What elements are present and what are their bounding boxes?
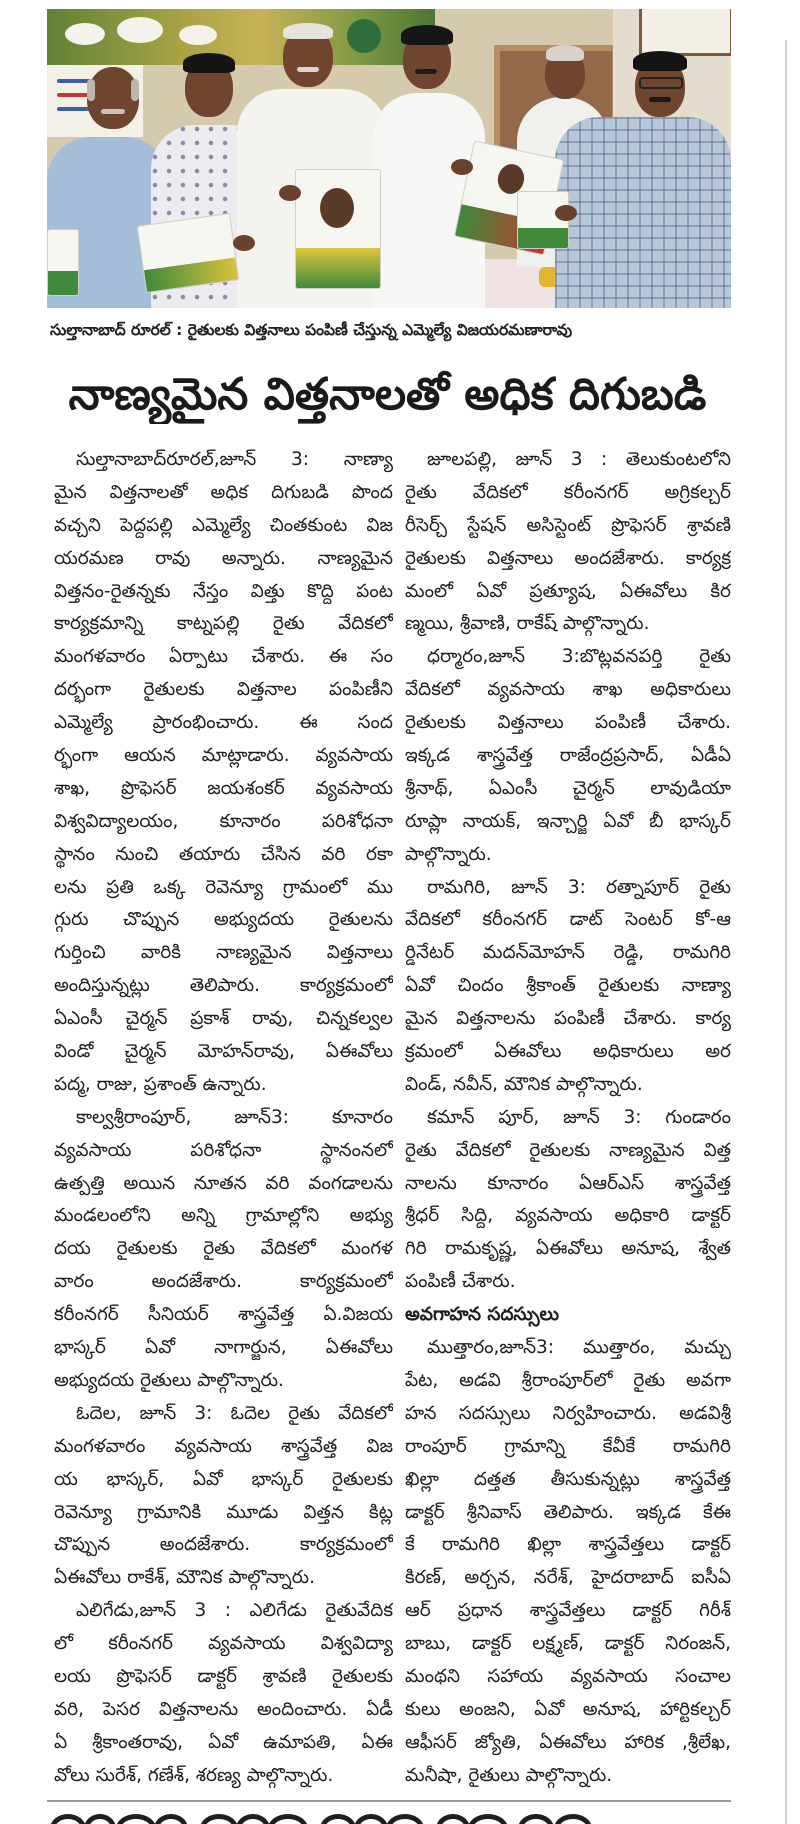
hair [87, 79, 95, 101]
glyph-top [320, 1814, 356, 1824]
glyph-top [200, 1814, 238, 1824]
article-line: ర్డినేటర్ మదన్‌మోహన్ రెడ్డి, రామగిరి [405, 942, 731, 964]
article-line: రైతులకు విత్తనాలు పంపిణీ చేశారు. [405, 712, 731, 734]
article-paragraph [405, 641, 731, 871]
article-line: దయ రైతులకు రైతు వేదికలో మంగళ [54, 1238, 393, 1260]
article-line: వేదికలో కరీంనగర్ డాట్ సెంటర్ కో-ఆ [405, 909, 731, 931]
article-paragraph [54, 1102, 393, 1398]
article-line: వచ్చని పెద్దపల్లి ఎమ్మెల్యే చింతకుంట విజ [54, 514, 393, 536]
mustache [649, 97, 671, 102]
article-line: వారం అందజేశారు. కార్యక్రమంలో [54, 1271, 393, 1293]
article-line: దర్భంగా రైతులకు విత్తనాల పంపిణీని [54, 679, 393, 701]
article-column-right [405, 444, 731, 1793]
glyph-top [354, 1814, 388, 1824]
article-line: ఏఎంసీ చైర్మన్ ప్రకాశ్ రావు, చిన్నకల్వల [54, 1008, 393, 1030]
plant-pot-shape [347, 19, 381, 53]
article-line: చొప్పున అందజేశారు. కార్యక్రమంలో [54, 1534, 393, 1556]
photo-caption: సుల్తానాబాద్ రూరల్ : రైతులకు విత్తనాలు పంపిణీ చేస్తున్న ఎమ్మెల్యే విజయరమణారావు [50, 321, 573, 339]
headline: నాణ్యమైన విత్తనాలతో అధిక దిగుబడి [68, 369, 707, 420]
article-line: వేదికలో వ్యవసాయ శాఖ అధికారులు [405, 679, 731, 701]
glyph-top [554, 1814, 592, 1824]
hand [451, 159, 473, 175]
shirt [555, 117, 731, 308]
article-line: అభ్యుదయ రైతులు పాల్గొన్నారు. [54, 1369, 284, 1391]
article-column-left [54, 444, 393, 1793]
cut-off-next-headline [50, 1810, 610, 1824]
article-line: కార్యక్రమాన్ని కాట్నపల్లి రైతు వేదికలో [54, 613, 393, 635]
seed-bag [295, 169, 381, 289]
section-divider [47, 1800, 731, 1802]
article-line: రెవెన్యూ గ్రామానికి మూడు విత్తన కిట్ల [54, 1501, 393, 1523]
article-line: శాఖ, ప్రొఫెసర్ జయశంకర్ వ్యవసాయ [54, 777, 393, 799]
window [639, 9, 731, 56]
article-line: భాస్కర్ ఏవో నాగార్జున, ఏఈవోలు [54, 1337, 393, 1359]
article-line: గుర్తించి వారికి నాణ్యమైన విత్తనాలు [54, 942, 393, 964]
article-line: రామగిరి, జూన్ 3: రత్నాపూర్ రైతు [427, 876, 731, 898]
bag-portrait [320, 188, 354, 228]
hand [555, 205, 577, 221]
article-line: మంగళవారం ఏర్పాటు చేశారు. ఈ సం [54, 646, 393, 668]
article-line: కులు అంజని, ఏవో అనూష, హార్టికల్చర్ [405, 1698, 731, 1720]
article-paragraph [54, 444, 393, 1102]
article-line: మండలంలోని అన్ని గ్రామాల్లోని అభ్యు [54, 1205, 393, 1227]
article-line: విండో చైర్మన్ మోహన్‌రావు, ఏఈవోలు [54, 1041, 393, 1063]
article-line: మంలో ఏవో ప్రత్యూష, ఏఈవోలు కిర [405, 580, 731, 602]
glyph-top [518, 1814, 554, 1824]
glyph-top [268, 1814, 308, 1824]
article-line: ఓదెల, జూన్ 3: ఓదెల రైతు వేదికలో [76, 1402, 393, 1424]
article-line: రీసెర్చ్ స్టేషన్ అసిస్టెంట్ ప్రొఫెసర్ శ్రావణి [405, 514, 731, 536]
glyph-top [84, 1814, 116, 1824]
article-line: శ్రీధర్ సిద్ది, వ్యవసాయ అధికారి డాక్టర్ [405, 1205, 731, 1227]
article-line: గిరి రామకృష్ణ, ఏఈవోలు అనూష, శ్వేత [405, 1238, 731, 1260]
article-line: పంపిణీ చేశారు. [405, 1271, 516, 1293]
bag-print [48, 271, 78, 295]
article-line: హన సదస్సులు నిర్వహించారు. అడవిశ్రీ [405, 1402, 731, 1424]
article-line: ఖిల్లా దత్తత తీసుకున్నట్లు శాస్త్రవేత్త [405, 1468, 731, 1490]
article-line: మైన విత్తనాలను పంపిణీ చేశారు. కార్య [405, 1008, 731, 1030]
article-paragraph [405, 872, 731, 1102]
news-photo [47, 9, 731, 308]
article-line: గ్గురు చొప్పున అభ్యుదయ రైతులను [54, 909, 393, 931]
article-line: కాల్వశ్రీరాంపూర్, జూన్3: కూనారం [76, 1106, 393, 1128]
article-paragraph [405, 1332, 731, 1792]
mustache [415, 69, 437, 74]
hair [131, 79, 139, 101]
article-line: నాలను కూనారం ఏఆర్ఎస్ శాస్త్రవేత్త [405, 1172, 731, 1194]
article-line: కమాన్ పూర్, జూన్ 3: గుండారం [427, 1106, 731, 1128]
hair [283, 23, 333, 39]
article-line: విండ్, నవీన్, మౌనిక పాల్గొన్నారు. [405, 1073, 643, 1095]
seed-bag [47, 229, 79, 296]
article-line: వరి, పెసర విత్తనాలను అందించారు. ఏడీ [54, 1698, 393, 1720]
glyph-top [468, 1814, 508, 1824]
glasses [639, 77, 683, 89]
cow-shape [117, 17, 163, 43]
article-line: విత్తనం-రైతన్నకు నేస్తం విత్తు కొద్ది పంట [54, 580, 393, 602]
cow-shape [65, 23, 105, 45]
article-line: వ్యవసాయ పరిశోధనా స్థానంనలో [54, 1139, 393, 1161]
article-line: మంథని సహాయ వ్యవసాయ సంచాల [405, 1665, 731, 1687]
article-line: సుల్తానాబాద్‌రూరల్‌,జూన్‌ 3: నాణ్యా [76, 449, 393, 470]
article-line: ఏవో చిందం శ్రీకాంత్ రైతులకు నాణ్యా [405, 975, 731, 997]
cow-shape [179, 25, 217, 45]
article-line: పేట, అడవి శ్రీరాంపూర్‌లో రైతు అవగా [405, 1369, 731, 1391]
article-line: లను ప్రతి ఒక్క రెవెన్యూ గ్రామంలో ము [54, 876, 393, 898]
article-line: ఎమ్మెల్యే ప్రారంభించారు. ఈ సంద [54, 712, 393, 734]
article-line: కే రామగిరి ఖిల్లా శాస్త్రవేత్తలు డాక్టర్ [405, 1534, 731, 1556]
article-line: కరీంనగర్ సీనియర్ శాస్త్రవేత్త ఏ.విజయ [54, 1304, 393, 1326]
mustache [297, 67, 319, 72]
article-line: పాల్గొన్నారు. [405, 843, 492, 865]
glyph-top [116, 1814, 156, 1824]
glyph-top [154, 1814, 188, 1824]
article-line: విశ్వవిద్యాలయం, కూనారం పరిశోధనా [54, 810, 393, 832]
mustache [101, 109, 125, 114]
article-line: ముత్తారం,జూన్3: ముత్తారం, మచ్చు [427, 1337, 731, 1359]
hair [183, 53, 235, 73]
column-rule-vertical [785, 40, 787, 1824]
bag-print [518, 228, 568, 248]
article-line: రూప్లా నాయక్, ఇన్చార్జి ఏవో బీ భాస్కర్ [405, 810, 731, 832]
article-line: లయ ప్రొఫెసర్ డాక్టర్ శ్రావణి రైతులకు [54, 1665, 393, 1687]
article-line: యరమణ రావు అన్నారు. నాణ్యమైన [54, 547, 393, 569]
glyph-top [236, 1814, 270, 1824]
article-line: శ్రీనాథ్, ఏఎంసీ చైర్మన్ లావుడియా [405, 777, 731, 799]
article-line: రైతు వేదికలో రైతులకు నాణ్యమైన విత్త [405, 1139, 731, 1161]
article-line: వోలు సురేశ్, గణేశ్, శరణ్య పాల్గొన్నారు. [54, 1764, 334, 1786]
article-line: అందిస్తున్నట్లు తెలిపారు. కార్యక్రమంలో [54, 975, 393, 997]
article-line: ఇక్కడ శాస్త్రవేత్త రాజేంద్రప్రసాద్, ఏడీఏ [405, 745, 731, 767]
article-line: స్థానం నుంచి తయారు చేసిన వరి రకా [54, 843, 393, 865]
article-paragraph [405, 444, 731, 641]
article-line: ధర్మారం,జూన్ 3:బొట్లవనపర్తి రైతు [427, 646, 731, 668]
article-line: య భాస్కర్, ఏవో భాస్కర్ రైతులకు [54, 1468, 393, 1490]
article-line: ర్భంగా ఆయన మాట్లాడారు. వ్యవసాయ [54, 745, 393, 767]
article-line: పద్మ, రాజు, ప్రశాంత్ ఉన్నారు. [54, 1073, 267, 1095]
hand [233, 235, 255, 251]
article-line: ఉత్పత్తి అయిన నూతన వరి వంగడాలను [54, 1172, 393, 1194]
article-paragraph [405, 1102, 731, 1299]
article-line: రైతు వేదికలో కరీంనగర్ అగ్రికల్చర్ [405, 481, 731, 503]
article-subheading: అవగాహన సదస్సులు [405, 1304, 560, 1326]
hair [546, 45, 584, 61]
article-line: కిరణ్, అర్చన, నరేశ్, హైదరాబాద్ ఐసీఏ [405, 1567, 731, 1589]
hair [633, 51, 687, 71]
article-line: రైతులకు విత్తనాలు అందజేశారు. కార్యక్ర [405, 547, 731, 569]
glyph-top [50, 1814, 86, 1824]
seed-bag [137, 213, 240, 293]
article-line: మనీషా, రైతులు పాల్గొన్నారు. [405, 1764, 613, 1786]
article-line: జూలపల్లి, జూన్ 3 : తెలుకుంటలోని [427, 449, 731, 470]
glyph-top [386, 1814, 424, 1824]
farm-banner-backdrop [47, 9, 435, 65]
article-line: క్రమంలో ఏఈవోలు అధికారులు అర [405, 1041, 731, 1063]
article-line: ఏ శ్రీకాంతరావు, ఏవో ఉమాపతి, ఏఈ [54, 1731, 393, 1753]
article-line: ణ్మయి, శ్రీవాణి, రాకేష్ పాల్గొన్నారు. [405, 613, 650, 635]
article-line: డాక్టర్ శ్రీనివాస్ తెలిపారు. ఇక్కడ కేఈ [405, 1501, 731, 1523]
article-line: ఎలిగేడు,జూన్ 3 : ఎలిగేడు రైతువేదిక [76, 1600, 393, 1622]
article-paragraph [54, 1595, 393, 1792]
glyph-top [436, 1814, 470, 1824]
hand [279, 185, 301, 201]
article-line: బాబు, డాక్టర్ లక్ష్మణ్, డాక్టర్ నిరంజన్, [405, 1633, 731, 1655]
article-line: ఏఈవోలు రాకేశ్, మౌనిక పాల్గొన్నారు. [54, 1567, 315, 1589]
article-line: లో కరీంనగర్ వ్యవసాయ విశ్వవిద్యా [54, 1633, 393, 1655]
article-line: రాంపూర్ గ్రామాన్ని కేవీకే రామగిరి [405, 1435, 731, 1457]
bag-print [296, 248, 380, 288]
article-line: మంగళవారం వ్యవసాయ శాస్త్రవేత్త విజ [54, 1435, 393, 1457]
article-line: ఆర్ ప్రధాన శాస్త్రవేత్తలు డాక్టర్ గిరీశ్ [405, 1600, 731, 1622]
article-line: ఆఫీసర్ జ్యోతి, ఏఈవోలు హారిక ,శ్రీలేఖ, [405, 1731, 731, 1753]
hair [401, 25, 453, 45]
article-line: మైన విత్తనాలతో అధిక దిగుబడి పొంద [54, 481, 393, 503]
article-paragraph [54, 1398, 393, 1595]
